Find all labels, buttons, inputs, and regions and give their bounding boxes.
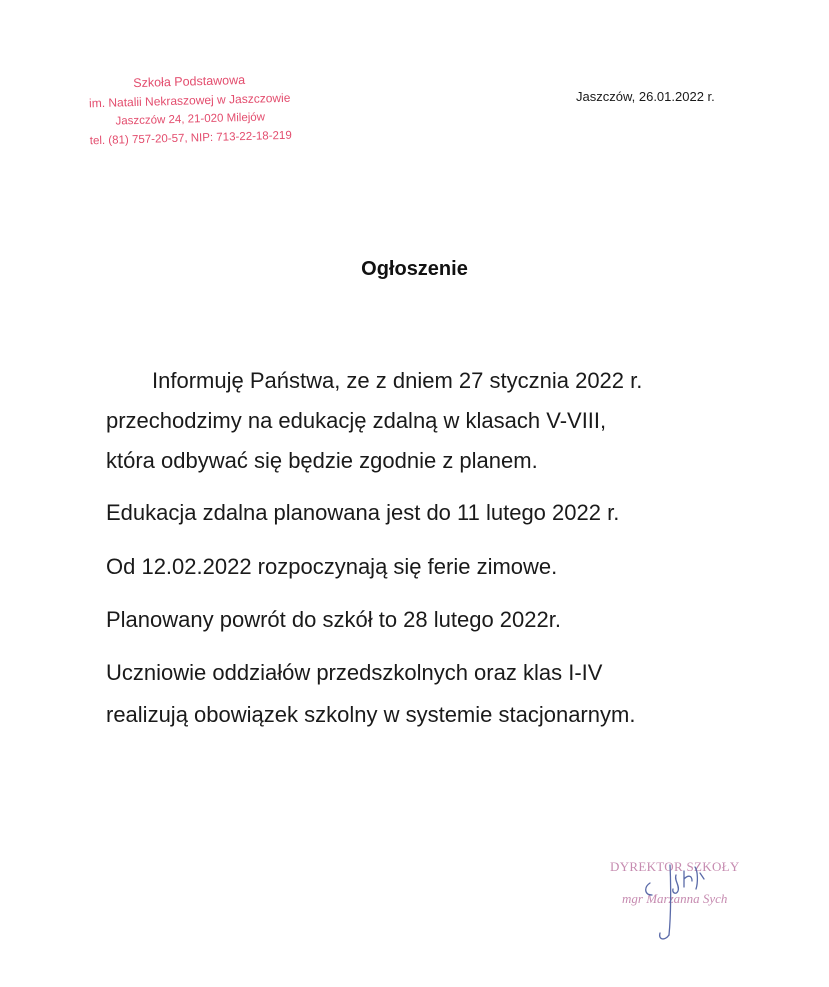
announcement-paragraph-1	[106, 366, 642, 486]
school-stamp	[64, 69, 316, 152]
paragraph-line: Uczniowie oddziałów przedszkolnych oraz klas I-IV	[106, 660, 603, 685]
document-date: Jaszczów, 26.01.2022 r.	[576, 89, 715, 104]
announcement-paragraph-3: Od 12.02.2022 rozpoczynają się ferie zimowe.	[106, 554, 558, 579]
director-stamp-title: DYREKTOR SZKOŁY	[610, 859, 740, 874]
paragraph-line: która odbywać się będzie zgodnie z planem.	[106, 448, 538, 473]
director-stamp-name: mgr Marzanna Sych	[622, 891, 728, 906]
handwritten-signature	[640, 845, 720, 945]
paragraph-line: Informuję Państwa, ze z dniem 27 stycznia 2022 r.	[152, 368, 643, 393]
announcement-paragraph-4: Planowany powrót do szkół to 28 lutego 2022r.	[106, 607, 561, 632]
stamp-patron: im. Natalii Nekraszowej w Jaszczowie	[88, 90, 291, 111]
stamp-contact: tel. (81) 757-20-57, NIP: 713-22-18-219	[89, 129, 292, 148]
announcement-paragraph-2: Edukacja zdalna planowana jest do 11 lutego 2022 r.	[106, 500, 620, 525]
announcement-paragraph-5	[106, 658, 635, 742]
stamp-school-name: Szkoła Podstawowa	[133, 72, 246, 91]
paragraph-line: przechodzimy na edukację zdalną w klasach V-VIII,	[106, 408, 607, 433]
stamp-address: Jaszczów 24, 21-020 Milejów	[115, 111, 266, 128]
paragraph-line: realizują obowiązek szkolny w systemie stacjonarnym.	[106, 702, 636, 727]
document-title: Ogłoszenie	[361, 258, 468, 280]
